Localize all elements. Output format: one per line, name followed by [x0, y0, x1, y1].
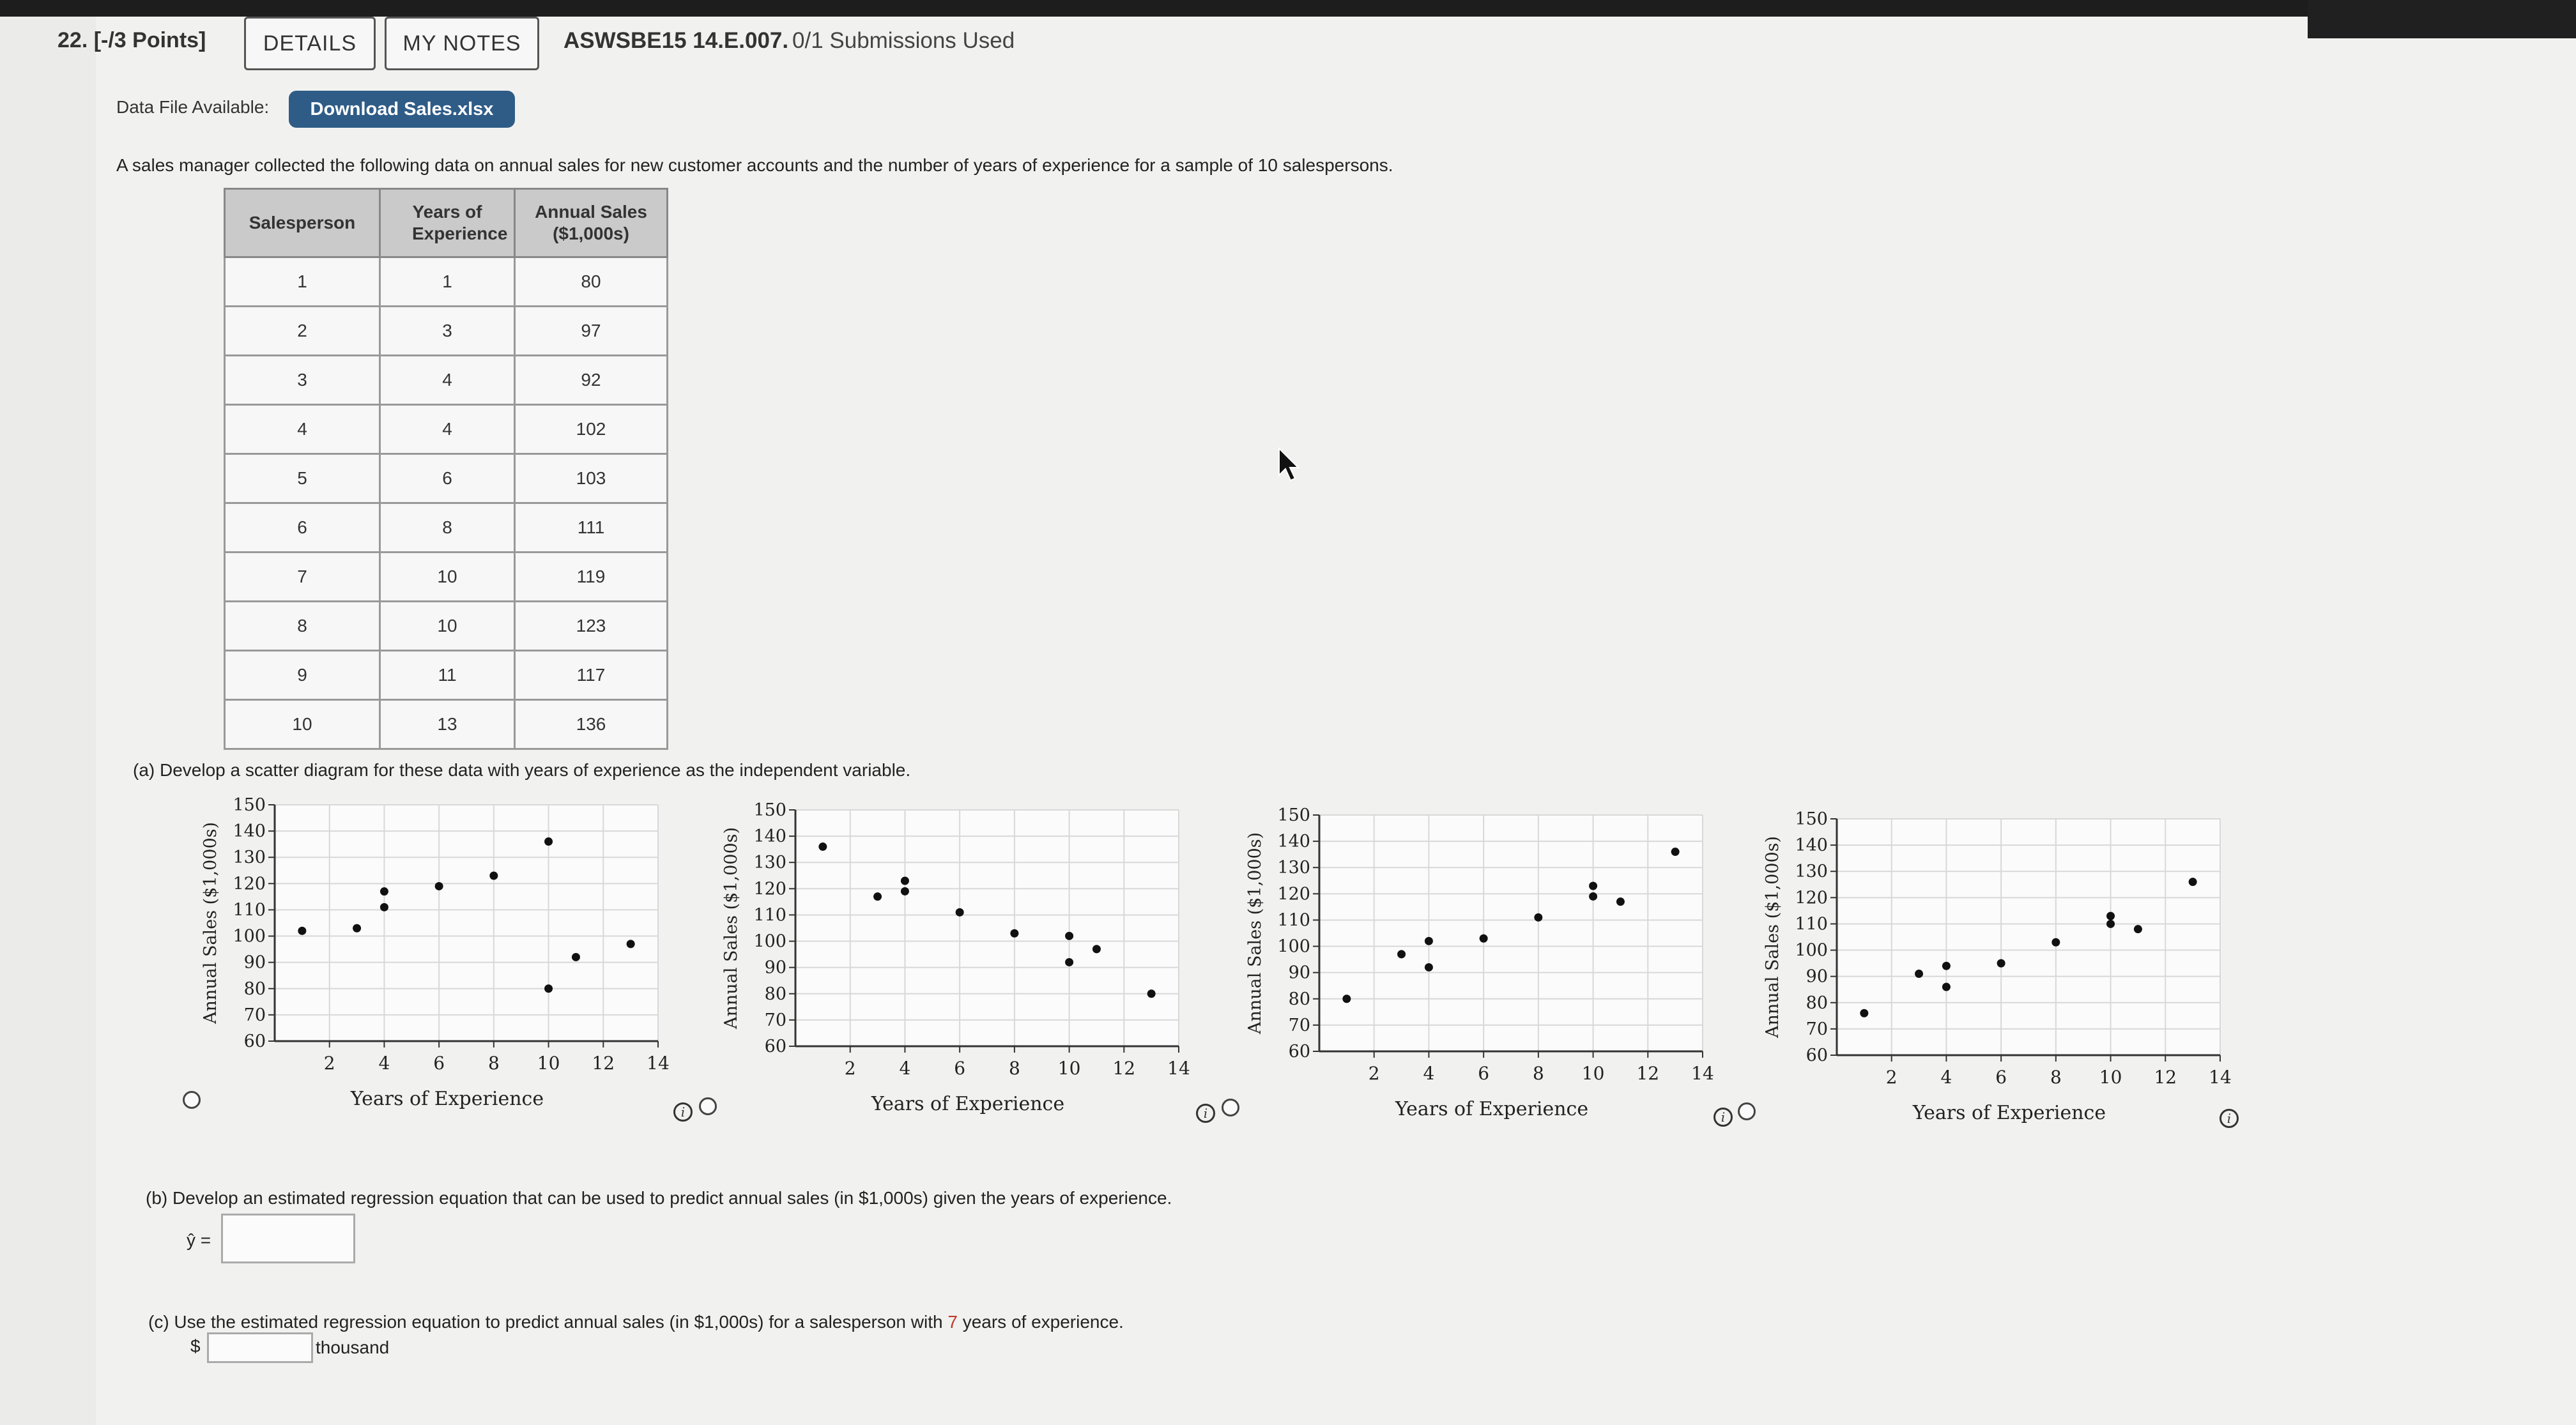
y-tick-label: 60 [1288, 1042, 1310, 1062]
submissions-status: 0/1 Submissions Used [792, 28, 1015, 53]
scatter-option-4 [1754, 806, 2265, 1138]
table-cell: 10 [225, 700, 380, 749]
table-cell: 11 [380, 651, 515, 700]
info-icon[interactable]: i [2220, 1109, 2239, 1128]
table-cell: 13 [380, 700, 515, 749]
y-tick-label: 80 [1805, 993, 1828, 1013]
x-tick-label: 2 [1368, 1063, 1380, 1084]
x-tick-label: 4 [1423, 1063, 1435, 1084]
x-tick-label: 8 [1008, 1058, 1020, 1079]
table-row [225, 700, 668, 749]
scatter-option-2 [712, 797, 1223, 1129]
column-header-years-text: Years of Experience [412, 202, 508, 243]
table-cell: 3 [225, 356, 380, 405]
data-point [1860, 1009, 1868, 1017]
part-b-prompt: (b) Develop an estimated regression equation that can be used to predict annual sales (in $1,000s) given the years of experience. [146, 1188, 1172, 1208]
x-tick-label: 12 [1636, 1063, 1660, 1084]
x-tick-label: 6 [1478, 1063, 1490, 1084]
plot-area [795, 810, 1179, 1046]
x-tick-label: 10 [1581, 1063, 1605, 1084]
table-cell: 6 [380, 454, 515, 503]
x-axis-label: Years of Experience [1912, 1102, 2106, 1124]
plot-area [1837, 819, 2220, 1055]
info-icon[interactable]: i [1713, 1108, 1733, 1127]
table-row [225, 257, 668, 307]
data-file-label: Data File Available: [116, 97, 270, 117]
y-tick-label: 150 [1277, 805, 1310, 825]
table-cell: 136 [515, 700, 668, 749]
data-point [1342, 994, 1351, 1003]
y-tick-label: 110 [1795, 914, 1828, 934]
data-point [1942, 983, 1951, 991]
plot-area [275, 805, 658, 1041]
table-cell: 5 [225, 454, 380, 503]
y-tick-label: 110 [1277, 910, 1310, 931]
data-point [1589, 882, 1597, 890]
y-tick-label: 150 [1795, 809, 1828, 829]
y-tick-label: 60 [1805, 1046, 1828, 1065]
data-point [1616, 897, 1625, 906]
table-cell: 92 [515, 356, 668, 405]
x-tick-label: 10 [1057, 1058, 1081, 1079]
table-cell: 8 [225, 602, 380, 651]
table-cell: 7 [225, 552, 380, 602]
question-number: 22. [-/3 Points] [57, 28, 206, 52]
table-cell: 102 [515, 405, 668, 454]
y-tick-label: 100 [1277, 936, 1310, 957]
table-row [225, 405, 668, 454]
table-cell: 117 [515, 651, 668, 700]
y-tick-label: 140 [1277, 832, 1310, 852]
x-tick-label: 8 [1532, 1063, 1544, 1084]
radio-option-2[interactable] [699, 1097, 717, 1115]
details-button[interactable]: DETAILS [244, 17, 376, 70]
data-point [1997, 959, 2005, 968]
x-tick-label: 4 [1940, 1067, 1952, 1088]
data-point [818, 842, 827, 851]
table-cell: 1 [380, 257, 515, 307]
top-right-bezel [2308, 0, 2576, 38]
info-icon[interactable]: i [1196, 1104, 1215, 1123]
top-bezel [0, 0, 2576, 17]
y-tick-label: 90 [764, 957, 786, 978]
y-tick-label: 80 [764, 984, 786, 1004]
regression-equation-input[interactable] [221, 1214, 355, 1263]
problem-intro: A sales manager collected the following data on annual sales for new customer accounts and the number of years of experience for a sample of 10 salespersons. [116, 155, 1393, 175]
y-axis-label: Annual Sales ($1,000s) [201, 821, 220, 1025]
x-tick-label: 6 [433, 1053, 445, 1074]
y-tick-label: 140 [1795, 835, 1828, 856]
data-point [353, 924, 361, 933]
data-point [873, 892, 882, 901]
y-tick-label: 80 [1288, 989, 1310, 1009]
x-tick-label: 8 [487, 1053, 500, 1074]
data-point [1671, 848, 1680, 856]
x-tick-label: 12 [1112, 1058, 1136, 1079]
y-tick-label: 130 [753, 853, 786, 873]
x-axis-label: Years of Experience [871, 1093, 1065, 1115]
data-point [2189, 878, 2197, 886]
y-axis-label: Annual Sales ($1,000s) [1763, 835, 1782, 1039]
x-tick-label: 10 [537, 1053, 560, 1074]
table-row [225, 307, 668, 356]
data-point [298, 927, 306, 935]
part-c-suffix: years of experience. [957, 1312, 1124, 1332]
left-margin [0, 17, 96, 1425]
column-header-years [380, 189, 515, 257]
y-tick-label: 120 [753, 879, 786, 899]
y-tick-label: 100 [753, 931, 786, 952]
y-tick-label: 90 [1805, 966, 1828, 987]
table-row [225, 651, 668, 700]
y-tick-label: 70 [1288, 1015, 1310, 1035]
data-point [380, 887, 388, 895]
y-tick-label: 80 [243, 979, 266, 999]
y-tick-label: 150 [233, 795, 266, 815]
table-cell: 10 [380, 552, 515, 602]
table-row [225, 602, 668, 651]
data-point [1915, 970, 1923, 978]
info-icon[interactable]: i [673, 1102, 693, 1122]
y-tick-label: 90 [243, 952, 266, 973]
data-point [2106, 912, 2115, 920]
download-sales-button[interactable]: Download Sales.xlsx [289, 91, 515, 128]
table-cell: 8 [380, 503, 515, 552]
y-tick-label: 130 [233, 848, 266, 868]
x-tick-label: 2 [1885, 1067, 1897, 1088]
y-tick-label: 120 [1795, 888, 1828, 908]
x-tick-label: 6 [1995, 1067, 2007, 1088]
column-header-salesperson: Salesperson [225, 189, 380, 257]
table-cell: 119 [515, 552, 668, 602]
data-point [1092, 945, 1101, 953]
scatter-option-1 [192, 792, 703, 1124]
y-tick-label: 70 [243, 1005, 266, 1025]
x-axis-label: Years of Experience [1395, 1098, 1589, 1120]
part-a-prompt: (a) Develop a scatter diagram for these data with years of experience as the independent variable. [133, 760, 911, 780]
table-row [225, 356, 668, 405]
y-tick-label: 70 [764, 1010, 786, 1030]
data-point [1065, 932, 1073, 940]
x-tick-label: 4 [378, 1053, 390, 1074]
table-cell: 4 [380, 405, 515, 454]
y-tick-label: 130 [1795, 862, 1828, 882]
data-point [572, 953, 580, 961]
radio-option-1[interactable] [183, 1091, 201, 1109]
y-tick-label: 90 [1288, 963, 1310, 983]
y-tick-label: 150 [753, 800, 786, 820]
y-tick-label: 130 [1277, 858, 1310, 878]
table-row [225, 454, 668, 503]
y-tick-label: 60 [764, 1037, 786, 1056]
table-cell: 9 [225, 651, 380, 700]
data-point [1425, 937, 1433, 945]
predicted-sales-input[interactable] [207, 1332, 313, 1363]
data-point [901, 887, 909, 895]
data-table [224, 188, 668, 750]
data-point [1010, 929, 1018, 938]
table-cell: 10 [380, 602, 515, 651]
x-tick-label: 4 [899, 1058, 911, 1079]
data-point [956, 908, 964, 917]
data-point [1942, 962, 1951, 970]
table-cell: 97 [515, 307, 668, 356]
table-cell: 2 [225, 307, 380, 356]
dollar-sign: $ [190, 1336, 201, 1356]
x-axis-label: Years of Experience [350, 1088, 544, 1110]
data-point [1425, 963, 1433, 972]
data-point [380, 903, 388, 911]
table-cell: 111 [515, 503, 668, 552]
part-c-years: 7 [947, 1312, 958, 1332]
plot-area [1319, 815, 1703, 1051]
column-header-sales-text: Annual Sales ($1,000s) [535, 202, 647, 243]
x-tick-label: 12 [592, 1053, 615, 1074]
table-row [225, 503, 668, 552]
data-point [1397, 950, 1406, 958]
y-tick-label: 100 [1795, 940, 1828, 961]
data-point [1589, 892, 1597, 901]
x-tick-label: 14 [1167, 1058, 1190, 1079]
data-point [489, 872, 498, 880]
y-tick-label: 140 [233, 821, 266, 842]
thousand-label: thousand [316, 1337, 390, 1357]
table-row [225, 552, 668, 602]
table-cell: 3 [380, 307, 515, 356]
x-tick-label: 10 [2099, 1067, 2122, 1088]
y-tick-label: 140 [753, 827, 786, 847]
data-point [2106, 920, 2115, 928]
y-tick-label: 120 [233, 874, 266, 894]
table-body [225, 257, 668, 749]
data-point [435, 882, 443, 890]
column-header-sales [515, 189, 668, 257]
y-tick-label: 110 [753, 905, 786, 926]
table-cell: 4 [225, 405, 380, 454]
x-tick-label: 14 [1691, 1063, 1714, 1084]
table-cell: 123 [515, 602, 668, 651]
x-tick-label: 2 [323, 1053, 335, 1074]
scatter-option-3 [1236, 802, 1747, 1134]
table-cell: 4 [380, 356, 515, 405]
part-c-prefix: (c) Use the estimated regression equation to predict annual sales (in $1,000s) for a salesperson with [148, 1312, 948, 1332]
x-tick-label: 14 [647, 1053, 670, 1074]
table-cell: 6 [225, 503, 380, 552]
data-point [1147, 989, 1156, 998]
x-tick-label: 6 [954, 1058, 966, 1079]
data-point [544, 837, 553, 846]
y-axis-label: Annual Sales ($1,000s) [1245, 832, 1265, 1035]
radio-option-3[interactable] [1222, 1099, 1239, 1116]
x-tick-label: 2 [844, 1058, 856, 1079]
x-tick-label: 8 [2050, 1067, 2062, 1088]
data-point [627, 940, 635, 948]
y-tick-label: 60 [243, 1032, 266, 1051]
data-point [901, 877, 909, 885]
question-code: ASWSBE15 14.E.007. [564, 28, 789, 53]
data-point [2051, 938, 2060, 947]
data-point [1480, 934, 1488, 943]
x-tick-label: 14 [2209, 1067, 2232, 1088]
data-point [544, 984, 553, 993]
table-cell: 1 [225, 257, 380, 307]
x-tick-label: 12 [2154, 1067, 2177, 1088]
y-tick-label: 100 [233, 926, 266, 947]
y-tick-label: 120 [1277, 884, 1310, 904]
table-cell: 103 [515, 454, 668, 503]
data-point [1534, 913, 1542, 922]
data-point [2134, 925, 2142, 933]
mouse-cursor-icon [1278, 447, 1301, 482]
y-hat-label: ŷ = [187, 1230, 211, 1250]
y-tick-label: 70 [1805, 1019, 1828, 1039]
data-point [1065, 958, 1073, 966]
y-tick-label: 110 [233, 900, 266, 920]
radio-option-4[interactable] [1738, 1102, 1756, 1120]
part-c-prompt [148, 1312, 1124, 1332]
table-cell: 80 [515, 257, 668, 307]
y-axis-label: Annual Sales ($1,000s) [721, 827, 741, 1030]
my-notes-button[interactable]: MY NOTES [385, 17, 539, 70]
table-header-row [225, 189, 668, 257]
